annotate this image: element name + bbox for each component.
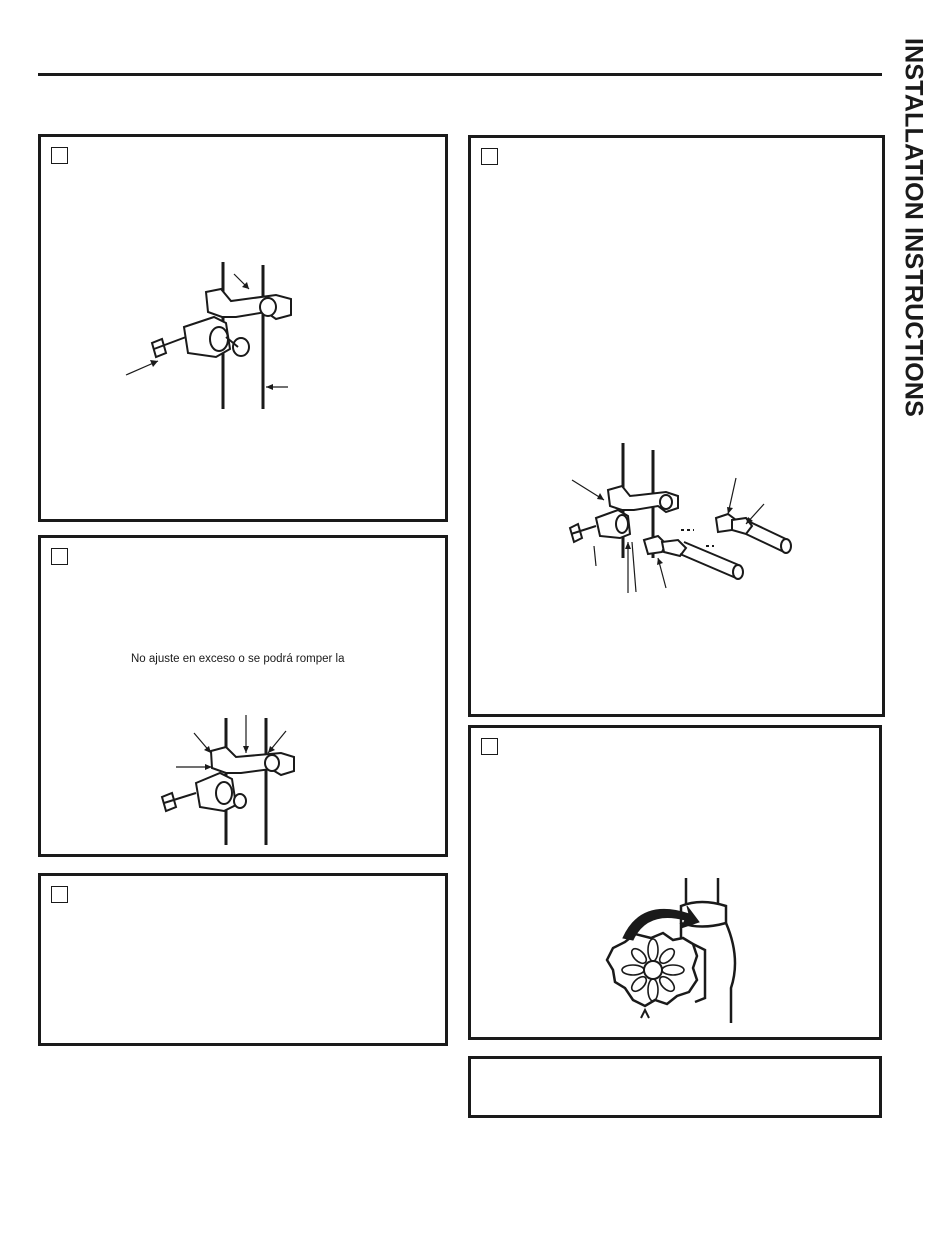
- step-panel-2: [38, 535, 448, 857]
- checkbox-icon[interactable]: [51, 147, 68, 164]
- side-title-text: INSTALLATION INSTRUCTIONS: [899, 38, 928, 418]
- saddle-valve-illustration: [126, 257, 326, 417]
- checkbox-icon[interactable]: [481, 148, 498, 165]
- side-title: [882, 38, 944, 528]
- compression-fittings-illustration: [566, 438, 796, 608]
- step-panel-5: [468, 725, 882, 1040]
- step-panel-6: [468, 1056, 882, 1118]
- step-panel-3: [38, 873, 448, 1046]
- step-panel-4: [468, 135, 885, 717]
- checkbox-icon[interactable]: [51, 886, 68, 903]
- header-rule: [38, 73, 882, 76]
- saddle-valve-tightened-illustration: [156, 713, 336, 848]
- overtighten-warning: No ajuste en exceso o se podrá romper la: [131, 653, 345, 665]
- checkbox-icon[interactable]: [51, 548, 68, 565]
- checkbox-icon[interactable]: [481, 738, 498, 755]
- shutoff-valve-handle-illustration: [601, 878, 741, 1026]
- step-panel-1: [38, 134, 448, 522]
